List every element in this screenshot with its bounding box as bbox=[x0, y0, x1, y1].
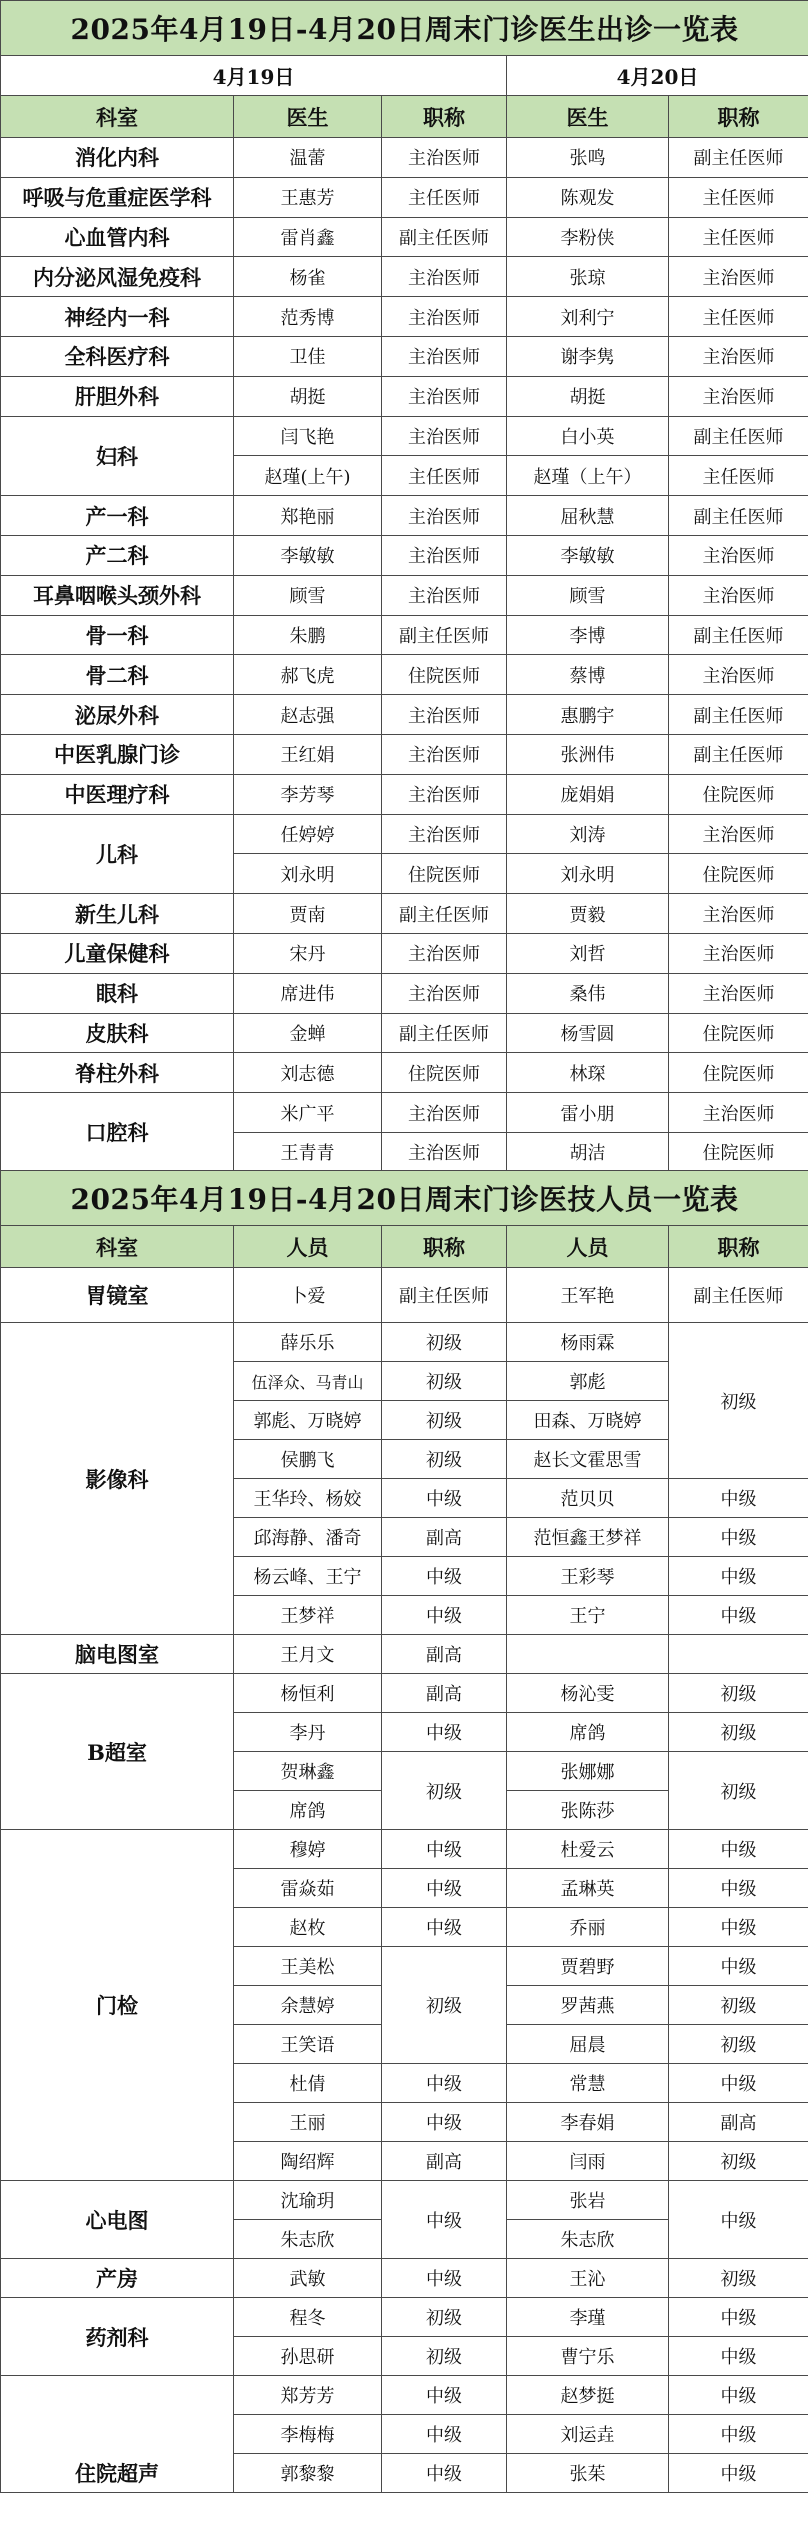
staff-title: 中级 bbox=[382, 1479, 507, 1518]
doctor-name: 赵志强 bbox=[234, 695, 382, 735]
doctor-title: 主治医师 bbox=[669, 933, 808, 973]
staff-title: 中级 bbox=[669, 2337, 808, 2376]
staff-name: 席鸽 bbox=[507, 1713, 669, 1752]
table-row bbox=[1, 1323, 808, 1362]
staff-title: 中级 bbox=[382, 1830, 507, 1869]
doctor-title: 主治医师 bbox=[382, 257, 507, 297]
staff-name: 李梅梅 bbox=[234, 2415, 382, 2454]
table-row bbox=[1, 1674, 808, 1713]
doctor-name: 蔡博 bbox=[507, 655, 669, 695]
staff-title: 初级 bbox=[382, 2298, 507, 2337]
doctor-name: 李粉侠 bbox=[507, 217, 669, 257]
doctor-table-title: 2025年4月19日-4月20日周末门诊医生出诊一览表 bbox=[1, 1, 808, 56]
staff-title: 中级 bbox=[382, 1596, 507, 1635]
staff-name: 李春娟 bbox=[507, 2103, 669, 2142]
staff-title: 中级 bbox=[382, 2064, 507, 2103]
staff-title: 初级 bbox=[669, 1713, 808, 1752]
doctor-name: 李敏敏 bbox=[507, 535, 669, 575]
doctor-title: 主治医师 bbox=[669, 973, 808, 1013]
doctor-title: 主治医师 bbox=[382, 1093, 507, 1133]
dept-name: 皮肤科 bbox=[1, 1013, 234, 1053]
doctor-title: 住院医师 bbox=[382, 1053, 507, 1093]
table-row bbox=[1, 1268, 808, 1323]
column-header-dept: 科室 bbox=[1, 96, 234, 138]
dept-name: 新生儿科 bbox=[1, 894, 234, 934]
doctor-title: 副主任医师 bbox=[382, 217, 507, 257]
doctor-title: 主治医师 bbox=[382, 734, 507, 774]
doctor-name: 雷小朋 bbox=[507, 1093, 669, 1133]
staff-name: 杨恒利 bbox=[234, 1674, 382, 1713]
staff-title: 副高 bbox=[669, 2103, 808, 2142]
doctor-title: 主任医师 bbox=[669, 177, 808, 217]
tech-table-title: 2025年4月19日-4月20日周末门诊医技人员一览表 bbox=[1, 1171, 808, 1226]
staff-title: 中级 bbox=[382, 2103, 507, 2142]
doctor-name: 谢李隽 bbox=[507, 336, 669, 376]
dept-name: 产二科 bbox=[1, 535, 234, 575]
doctor-title: 副主任医师 bbox=[382, 1013, 507, 1053]
staff-name: 杜爱云 bbox=[507, 1830, 669, 1869]
staff-name: 陶绍辉 bbox=[234, 2142, 382, 2181]
staff-name: 王梦祥 bbox=[234, 1596, 382, 1635]
table-row bbox=[1, 1093, 808, 1133]
staff-name: 孟琳英 bbox=[507, 1869, 669, 1908]
doctor-title: 住院医师 bbox=[382, 854, 507, 894]
staff-name: 杜倩 bbox=[234, 2064, 382, 2103]
doctor-name: 白小英 bbox=[507, 416, 669, 456]
doctor-title: 副主任医师 bbox=[669, 734, 808, 774]
staff-name: 王军艳 bbox=[507, 1268, 669, 1323]
doctor-title: 主治医师 bbox=[382, 774, 507, 814]
doctor-name: 顾雪 bbox=[507, 575, 669, 615]
doctor-name: 杨雪圆 bbox=[507, 1013, 669, 1053]
doctor-name: 郑艳丽 bbox=[234, 496, 382, 536]
staff-title: 中级 bbox=[382, 1557, 507, 1596]
tech-header-title-day2: 职称 bbox=[669, 1226, 808, 1268]
dept-name: 产一科 bbox=[1, 496, 234, 536]
date-header-day1: 4月19日 bbox=[1, 56, 507, 96]
doctor-name: 胡挺 bbox=[234, 376, 382, 416]
doctor-name: 李博 bbox=[507, 615, 669, 655]
table-row bbox=[1, 177, 808, 217]
table-row bbox=[1, 1635, 808, 1674]
table-row bbox=[1, 894, 808, 934]
staff-name: 张娜娜 bbox=[507, 1752, 669, 1791]
doctor-title: 主任医师 bbox=[669, 217, 808, 257]
table-row bbox=[1, 336, 808, 376]
table-row bbox=[1, 257, 808, 297]
doctor-title: 主治医师 bbox=[382, 336, 507, 376]
dept-name: 心血管内科 bbox=[1, 217, 234, 257]
date-header-day2: 4月20日 bbox=[507, 56, 808, 96]
doctor-name: 屈秋慧 bbox=[507, 496, 669, 536]
column-header-doctor-day2: 医生 bbox=[507, 96, 669, 138]
doctor-name: 雷肖鑫 bbox=[234, 217, 382, 257]
table-row bbox=[1, 575, 808, 615]
staff-name: 赵枚 bbox=[234, 1908, 382, 1947]
table-row bbox=[1, 1830, 808, 1869]
dept-name: 消化内科 bbox=[1, 138, 234, 178]
dept-name: 骨二科 bbox=[1, 655, 234, 695]
doctor-name: 张洲伟 bbox=[507, 734, 669, 774]
dept-ultrasound-b: B超室 bbox=[1, 1674, 234, 1830]
doctor-name: 桑伟 bbox=[507, 973, 669, 1013]
staff-title: 中级 bbox=[669, 1518, 808, 1557]
table-row bbox=[1, 496, 808, 536]
staff-name: 余慧婷 bbox=[234, 1986, 382, 2025]
doctor-name: 张鸣 bbox=[507, 138, 669, 178]
doctor-title: 住院医师 bbox=[669, 1053, 808, 1093]
staff-title: 初级 bbox=[382, 1362, 507, 1401]
doctor-title: 主治医师 bbox=[382, 973, 507, 1013]
doctor-name: 闫飞艳 bbox=[234, 416, 382, 456]
staff-title: 初级 bbox=[669, 2142, 808, 2181]
doctor-name: 庞娟娟 bbox=[507, 774, 669, 814]
table-row bbox=[1, 615, 808, 655]
doctor-title: 主治医师 bbox=[669, 336, 808, 376]
doctor-name: 胡挺 bbox=[507, 376, 669, 416]
doctor-title: 副主任医师 bbox=[669, 695, 808, 735]
table-row bbox=[1, 2181, 808, 2220]
doctor-title: 主治医师 bbox=[382, 376, 507, 416]
staff-name: 雷焱茹 bbox=[234, 1869, 382, 1908]
staff-title: 副高 bbox=[382, 1635, 507, 1674]
doctor-title: 住院医师 bbox=[669, 854, 808, 894]
doctor-name: 温蕾 bbox=[234, 138, 382, 178]
dept-name: 内分泌风湿免疫科 bbox=[1, 257, 234, 297]
doctor-name: 刘涛 bbox=[507, 814, 669, 854]
doctor-title: 主治医师 bbox=[669, 575, 808, 615]
staff-title: 初级 bbox=[382, 1440, 507, 1479]
staff-name: 乔丽 bbox=[507, 1908, 669, 1947]
staff-name: 罗茜燕 bbox=[507, 1986, 669, 2025]
table-row bbox=[1, 297, 808, 337]
staff-name: 贾碧野 bbox=[507, 1947, 669, 1986]
staff-title: 中级 bbox=[669, 1869, 808, 1908]
doctor-name: 郝飞虎 bbox=[234, 655, 382, 695]
staff-name: 王美松 bbox=[234, 1947, 382, 1986]
doctor-name: 林琛 bbox=[507, 1053, 669, 1093]
doctor-name: 王红娟 bbox=[234, 734, 382, 774]
table-row bbox=[1, 695, 808, 735]
staff-title: 中级 bbox=[382, 2376, 507, 2415]
staff-title: 初级 bbox=[669, 2259, 808, 2298]
staff-name: 李瑾 bbox=[507, 2298, 669, 2337]
staff-name: 程冬 bbox=[234, 2298, 382, 2337]
table-row bbox=[1, 734, 808, 774]
doctor-title: 主治医师 bbox=[669, 535, 808, 575]
doctor-title: 主任医师 bbox=[382, 456, 507, 496]
staff-name: 郭黎黎 bbox=[234, 2454, 382, 2493]
staff-name: 薛乐乐 bbox=[234, 1323, 382, 1362]
staff-name: 李丹 bbox=[234, 1713, 382, 1752]
table-row bbox=[1, 973, 808, 1013]
staff-title: 中级 bbox=[382, 1869, 507, 1908]
tech-header-dept: 科室 bbox=[1, 1226, 234, 1268]
doctor-title: 副主任医师 bbox=[669, 496, 808, 536]
column-header-title-day1: 职称 bbox=[382, 96, 507, 138]
staff-name: 穆婷 bbox=[234, 1830, 382, 1869]
doctor-title: 主治医师 bbox=[382, 416, 507, 456]
dept-outpatient-exam: 门检 bbox=[1, 1830, 234, 2181]
doctor-title: 住院医师 bbox=[669, 1013, 808, 1053]
staff-name: 朱志欣 bbox=[234, 2220, 382, 2259]
table-row bbox=[1, 2376, 808, 2415]
table-row bbox=[1, 2259, 808, 2298]
staff-title: 中级 bbox=[382, 2181, 507, 2259]
doctor-name: 顾雪 bbox=[234, 575, 382, 615]
staff-name: 贺琳鑫 bbox=[234, 1752, 382, 1791]
staff-title: 中级 bbox=[382, 2415, 507, 2454]
doctor-title: 主治医师 bbox=[382, 496, 507, 536]
staff-name: 杨沁雯 bbox=[507, 1674, 669, 1713]
staff-name: 屈晨 bbox=[507, 2025, 669, 2064]
staff-title: 中级 bbox=[382, 1908, 507, 1947]
doctor-title: 副主任医师 bbox=[669, 416, 808, 456]
staff-name: 闫雨 bbox=[507, 2142, 669, 2181]
doctor-name: 王惠芳 bbox=[234, 177, 382, 217]
doctor-title: 副主任医师 bbox=[382, 615, 507, 655]
table-row bbox=[1, 535, 808, 575]
doctor-name: 米广平 bbox=[234, 1093, 382, 1133]
table-row bbox=[1, 1053, 808, 1093]
table-row bbox=[1, 376, 808, 416]
doctor-title: 主治医师 bbox=[382, 1132, 507, 1172]
table-row bbox=[1, 933, 808, 973]
staff-title: 中级 bbox=[669, 1479, 808, 1518]
staff-name: 王月文 bbox=[234, 1635, 382, 1674]
staff-title: 副主任医师 bbox=[669, 1268, 808, 1323]
dept-name: 呼吸与危重症医学科 bbox=[1, 177, 234, 217]
doctor-title: 主任医师 bbox=[669, 456, 808, 496]
staff-name: 侯鹏飞 bbox=[234, 1440, 382, 1479]
staff-name: 王沁 bbox=[507, 2259, 669, 2298]
staff-title: 中级 bbox=[669, 2415, 808, 2454]
staff-name: 郭彪、万晓婷 bbox=[234, 1401, 382, 1440]
staff-title: 初级 bbox=[669, 1323, 808, 1479]
table-row bbox=[1, 814, 808, 854]
dept-name: 全科医疗科 bbox=[1, 336, 234, 376]
doctor-title: 住院医师 bbox=[669, 1132, 808, 1172]
doctor-title: 主治医师 bbox=[382, 138, 507, 178]
tech-header-staff-day1: 人员 bbox=[234, 1226, 382, 1268]
doctor-name: 陈观发 bbox=[507, 177, 669, 217]
dept-ecg: 心电图 bbox=[1, 2181, 234, 2259]
staff-name: 张岩 bbox=[507, 2181, 669, 2220]
staff-title: 副高 bbox=[382, 1518, 507, 1557]
staff-name: 范恒鑫王梦祥 bbox=[507, 1518, 669, 1557]
doctor-title: 主治医师 bbox=[382, 695, 507, 735]
doctor-title: 主治医师 bbox=[382, 933, 507, 973]
dept-eeg: 脑电图室 bbox=[1, 1635, 234, 1674]
doctor-name: 刘哲 bbox=[507, 933, 669, 973]
staff-title: 中级 bbox=[669, 2181, 808, 2259]
dept-name: 儿童保健科 bbox=[1, 933, 234, 973]
doctor-name: 卫佳 bbox=[234, 336, 382, 376]
staff-title: 初级 bbox=[669, 1674, 808, 1713]
staff-name: 赵梦挺 bbox=[507, 2376, 669, 2415]
doctor-name: 朱鹏 bbox=[234, 615, 382, 655]
staff-title: 初级 bbox=[669, 1752, 808, 1830]
dept-name: 妇科 bbox=[1, 416, 234, 496]
doctor-title: 主治医师 bbox=[669, 655, 808, 695]
staff-name: 张茱 bbox=[507, 2454, 669, 2493]
table-row bbox=[1, 1013, 808, 1053]
dept-pharmacy: 药剂科 bbox=[1, 2298, 234, 2376]
staff-name: 范贝贝 bbox=[507, 1479, 669, 1518]
staff-title: 中级 bbox=[669, 2064, 808, 2103]
staff-name: 卜爱 bbox=[234, 1268, 382, 1323]
doctor-title: 主任医师 bbox=[669, 297, 808, 337]
doctor-name: 王青青 bbox=[234, 1132, 382, 1172]
doctor-name: 范秀博 bbox=[234, 297, 382, 337]
doctor-title: 副主任医师 bbox=[382, 894, 507, 934]
doctor-name: 赵瑾（上午） bbox=[507, 456, 669, 496]
staff-name: 伍泽众、马青山 bbox=[234, 1362, 382, 1401]
doctor-name: 刘志德 bbox=[234, 1053, 382, 1093]
doctor-title: 主治医师 bbox=[382, 535, 507, 575]
staff-title: 副主任医师 bbox=[382, 1268, 507, 1323]
staff-title: 中级 bbox=[669, 1908, 808, 1947]
table-row bbox=[1, 655, 808, 695]
doctor-title: 住院医师 bbox=[382, 655, 507, 695]
doctor-title: 主治医师 bbox=[669, 1093, 808, 1133]
staff-name: 武敏 bbox=[234, 2259, 382, 2298]
staff-name: 王彩琴 bbox=[507, 1557, 669, 1596]
doctor-name: 李敏敏 bbox=[234, 535, 382, 575]
table-row bbox=[1, 774, 808, 814]
staff-title: 中级 bbox=[669, 2376, 808, 2415]
doctor-title: 主治医师 bbox=[382, 814, 507, 854]
empty-cell bbox=[507, 1635, 669, 1674]
tech-header-title-day1: 职称 bbox=[382, 1226, 507, 1268]
dept-name: 中医乳腺门诊 bbox=[1, 734, 234, 774]
doctor-name: 赵瑾(上午) bbox=[234, 456, 382, 496]
doctor-name: 任婷婷 bbox=[234, 814, 382, 854]
column-header-doctor-day1: 医生 bbox=[234, 96, 382, 138]
dept-name: 口腔科 bbox=[1, 1093, 234, 1173]
doctor-title: 主任医师 bbox=[382, 177, 507, 217]
staff-title: 初级 bbox=[382, 1323, 507, 1362]
staff-title: 中级 bbox=[669, 1557, 808, 1596]
staff-name: 王宁 bbox=[507, 1596, 669, 1635]
doctor-title: 主治医师 bbox=[382, 297, 507, 337]
staff-name: 田森、万晓婷 bbox=[507, 1401, 669, 1440]
tech-staff-table bbox=[0, 1170, 808, 2493]
staff-name: 王笑语 bbox=[234, 2025, 382, 2064]
staff-title: 副高 bbox=[382, 1674, 507, 1713]
doctor-name: 杨雀 bbox=[234, 257, 382, 297]
staff-name: 张陈莎 bbox=[507, 1791, 669, 1830]
staff-name: 王丽 bbox=[234, 2103, 382, 2142]
staff-title: 中级 bbox=[382, 2454, 507, 2493]
doctor-schedule-table bbox=[0, 0, 808, 1173]
doctor-name: 刘永明 bbox=[234, 854, 382, 894]
staff-name: 孙思研 bbox=[234, 2337, 382, 2376]
staff-name: 杨雨霖 bbox=[507, 1323, 669, 1362]
table-row bbox=[1, 2298, 808, 2337]
empty-cell bbox=[669, 1635, 808, 1674]
table-row bbox=[1, 217, 808, 257]
staff-title: 中级 bbox=[669, 2298, 808, 2337]
staff-name: 郭彪 bbox=[507, 1362, 669, 1401]
doctor-title: 副主任医师 bbox=[669, 138, 808, 178]
doctor-name: 张琼 bbox=[507, 257, 669, 297]
doctor-title: 主治医师 bbox=[669, 814, 808, 854]
staff-title: 初级 bbox=[669, 1986, 808, 2025]
doctor-title: 主治医师 bbox=[669, 894, 808, 934]
doctor-title: 主治医师 bbox=[669, 257, 808, 297]
doctor-name: 胡洁 bbox=[507, 1132, 669, 1172]
staff-title: 初级 bbox=[382, 2337, 507, 2376]
staff-title: 初级 bbox=[669, 2025, 808, 2064]
dept-name: 儿科 bbox=[1, 814, 234, 894]
doctor-title: 住院医师 bbox=[669, 774, 808, 814]
column-header-title-day2: 职称 bbox=[669, 96, 808, 138]
doctor-name: 刘利宁 bbox=[507, 297, 669, 337]
staff-name: 朱志欣 bbox=[507, 2220, 669, 2259]
staff-title: 中级 bbox=[669, 1596, 808, 1635]
dept-delivery-room: 产房 bbox=[1, 2259, 234, 2298]
doctor-name: 李芳琴 bbox=[234, 774, 382, 814]
staff-title: 中级 bbox=[382, 2259, 507, 2298]
staff-title: 中级 bbox=[382, 1713, 507, 1752]
doctor-name: 贾南 bbox=[234, 894, 382, 934]
staff-title: 初级 bbox=[382, 1752, 507, 1830]
doctor-title: 主治医师 bbox=[382, 575, 507, 615]
staff-title: 中级 bbox=[669, 1947, 808, 1986]
doctor-name: 刘永明 bbox=[507, 854, 669, 894]
dept-imaging: 影像科 bbox=[1, 1323, 234, 1635]
dept-name: 中医理疗科 bbox=[1, 774, 234, 814]
doctor-name: 金蝉 bbox=[234, 1013, 382, 1053]
dept-name: 肝胆外科 bbox=[1, 376, 234, 416]
dept-name: 泌尿外科 bbox=[1, 695, 234, 735]
staff-title: 中级 bbox=[669, 2454, 808, 2493]
staff-name: 杨云峰、王宁 bbox=[234, 1557, 382, 1596]
dept-gastroscopy: 胃镜室 bbox=[1, 1268, 234, 1323]
staff-name: 邱海静、潘奇 bbox=[234, 1518, 382, 1557]
staff-name: 席鸽 bbox=[234, 1791, 382, 1830]
dept-name: 耳鼻咽喉头颈外科 bbox=[1, 575, 234, 615]
doctor-name: 宋丹 bbox=[234, 933, 382, 973]
table-row bbox=[1, 138, 808, 178]
staff-title: 副高 bbox=[382, 2142, 507, 2181]
dept-name: 脊柱外科 bbox=[1, 1053, 234, 1093]
dept-name: 骨一科 bbox=[1, 615, 234, 655]
staff-name: 郑芳芳 bbox=[234, 2376, 382, 2415]
doctor-title: 主治医师 bbox=[669, 376, 808, 416]
staff-title: 中级 bbox=[669, 1830, 808, 1869]
staff-name: 王华玲、杨姣 bbox=[234, 1479, 382, 1518]
doctor-title: 副主任医师 bbox=[669, 615, 808, 655]
staff-name: 沈瑜玥 bbox=[234, 2181, 382, 2220]
dept-name: 眼科 bbox=[1, 973, 234, 1013]
doctor-name: 席进伟 bbox=[234, 973, 382, 1013]
dept-inpatient-ultrasound: 住院超声 bbox=[1, 2376, 234, 2493]
dept-name: 神经内一科 bbox=[1, 297, 234, 337]
staff-name: 赵长文霍思雪 bbox=[507, 1440, 669, 1479]
staff-title: 初级 bbox=[382, 1401, 507, 1440]
staff-name: 曹宁乐 bbox=[507, 2337, 669, 2376]
doctor-name: 惠鹏宇 bbox=[507, 695, 669, 735]
table-row bbox=[1, 416, 808, 456]
staff-name: 刘运垚 bbox=[507, 2415, 669, 2454]
tech-header-staff-day2: 人员 bbox=[507, 1226, 669, 1268]
staff-title: 初级 bbox=[382, 1947, 507, 2064]
staff-name: 常慧 bbox=[507, 2064, 669, 2103]
doctor-name: 贾毅 bbox=[507, 894, 669, 934]
